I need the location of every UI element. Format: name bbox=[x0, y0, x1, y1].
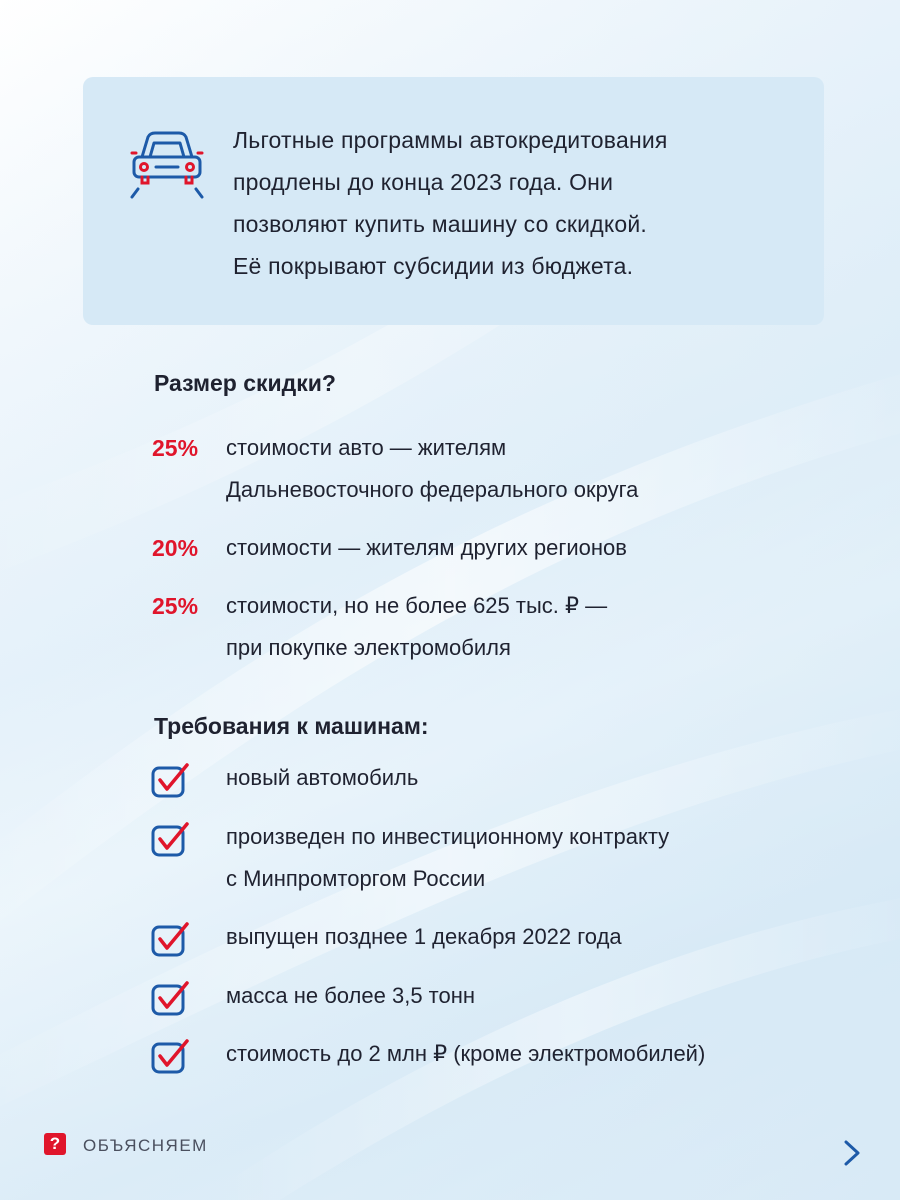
requirement-line: стоимость до 2 млн ₽ (кроме электромобилей) bbox=[226, 1041, 706, 1066]
car-icon bbox=[128, 127, 206, 199]
intro-line: Её покрывают субсидии из бюджета. bbox=[233, 253, 634, 279]
requirement-line: масса не более 3,5 тонн bbox=[226, 983, 476, 1008]
discount-percent: 25% bbox=[152, 593, 199, 619]
discount-line: Дальневосточного федерального округа bbox=[226, 477, 639, 502]
requirement-line: с Минпромторгом России bbox=[226, 866, 486, 891]
brand-label: ОБЪЯСНЯЕМ bbox=[83, 1136, 208, 1155]
discount-line: стоимости, но не более 625 тыс. ₽ — bbox=[226, 593, 608, 618]
arrow-right-icon[interactable] bbox=[660, 1138, 864, 1168]
requirement-text bbox=[226, 1033, 836, 1075]
intro-line: продлены до конца 2023 года. Они bbox=[233, 169, 614, 195]
checkbox-checked-icon bbox=[150, 981, 190, 1017]
discount-heading: Размер скидки? bbox=[154, 370, 336, 396]
discount-line: при покупке электромобиля bbox=[226, 635, 511, 660]
intro-line: позволяют купить машину со скидкой. bbox=[233, 211, 647, 237]
requirement-text bbox=[226, 916, 836, 958]
requirements-heading: Требования к машинам: bbox=[154, 713, 429, 739]
requirement-text bbox=[226, 975, 836, 1017]
discount-description bbox=[226, 527, 826, 569]
intro-text bbox=[233, 119, 793, 287]
checkbox-checked-icon bbox=[150, 822, 190, 858]
requirement-text bbox=[226, 816, 836, 900]
intro-card bbox=[83, 77, 824, 325]
discount-percent: 25% bbox=[152, 435, 199, 461]
discount-line: стоимости — жителям других регионов bbox=[226, 535, 627, 560]
discount-percent: 20% bbox=[152, 535, 199, 561]
discount-description bbox=[226, 427, 826, 511]
requirement-line: новый автомобиль bbox=[226, 765, 419, 790]
requirement-line: произведен по инвестиционному контракту bbox=[226, 824, 670, 849]
intro-line: Льготные программы автокредитования bbox=[233, 127, 668, 153]
brand-logo-icon: ? bbox=[44, 1133, 66, 1155]
requirement-line: выпущен позднее 1 декабря 2022 года bbox=[226, 924, 622, 949]
checkbox-checked-icon bbox=[150, 1039, 190, 1075]
discount-description bbox=[226, 585, 826, 669]
checkbox-checked-icon bbox=[150, 763, 190, 799]
discount-line: стоимости авто — жителям bbox=[226, 435, 507, 460]
checkbox-checked-icon bbox=[150, 922, 190, 958]
requirement-text bbox=[226, 757, 836, 799]
